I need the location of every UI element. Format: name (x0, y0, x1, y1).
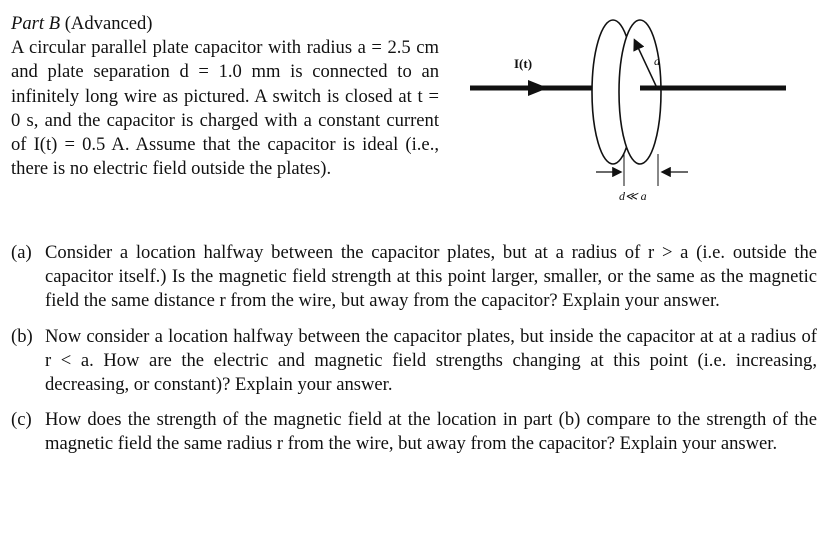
difficulty-label: (Advanced) (64, 13, 153, 34)
capacitor-plate-right (619, 20, 661, 164)
question-label: (a) (11, 242, 32, 263)
problem-statement: A circular parallel plate capacitor with radius a = 2.5 cm and plate separation d = 1.0 mm is connected to an infinitely long wire as pictured. A switch is closed at t = 0 s, and the capacitor is charged with a constant current of I(t) = 0.5 A. Assume that the capacitor is ideal (i.e., there is no electric field outside the plates). (11, 37, 439, 180)
problem-intro (11, 12, 439, 181)
current-label: I(t) (514, 56, 533, 71)
part-label: Part B (11, 13, 61, 34)
current-arrow (528, 80, 548, 96)
separation-label: d≪ a (619, 189, 647, 203)
question-b (11, 325, 817, 398)
question-text: How does the strength of the magnetic field at the location in part (b) compare to the strength of the magnetic field the same radius r from the wire, but away from the capacitor? Explain your answer. (45, 409, 817, 455)
question-list (11, 241, 817, 468)
radius-label: a (654, 54, 660, 68)
capacitor-diagram (468, 14, 790, 214)
question-text: Consider a location halfway between the capacitor plates, but at a radius of r > a (i.e. outside the capacitor itself.) Is the magnetic field strength at this point larger, smaller, or the same as the magnetic field the same distance r from the wire, but away from the capacitor? Explain your answer. (45, 242, 817, 312)
part-heading (11, 12, 439, 36)
question-a (11, 241, 817, 314)
question-label: (b) (11, 325, 33, 347)
question-text: Now consider a location halfway between the capacitor plates, but inside the capacitor at at a radius of r < a. How are the electric and magnetic field strengths changing at this point (i.e. increasing, decreasing, or constant)? Explain your answer. (45, 325, 817, 396)
question-label: (c) (11, 409, 32, 431)
question-c (11, 408, 817, 456)
